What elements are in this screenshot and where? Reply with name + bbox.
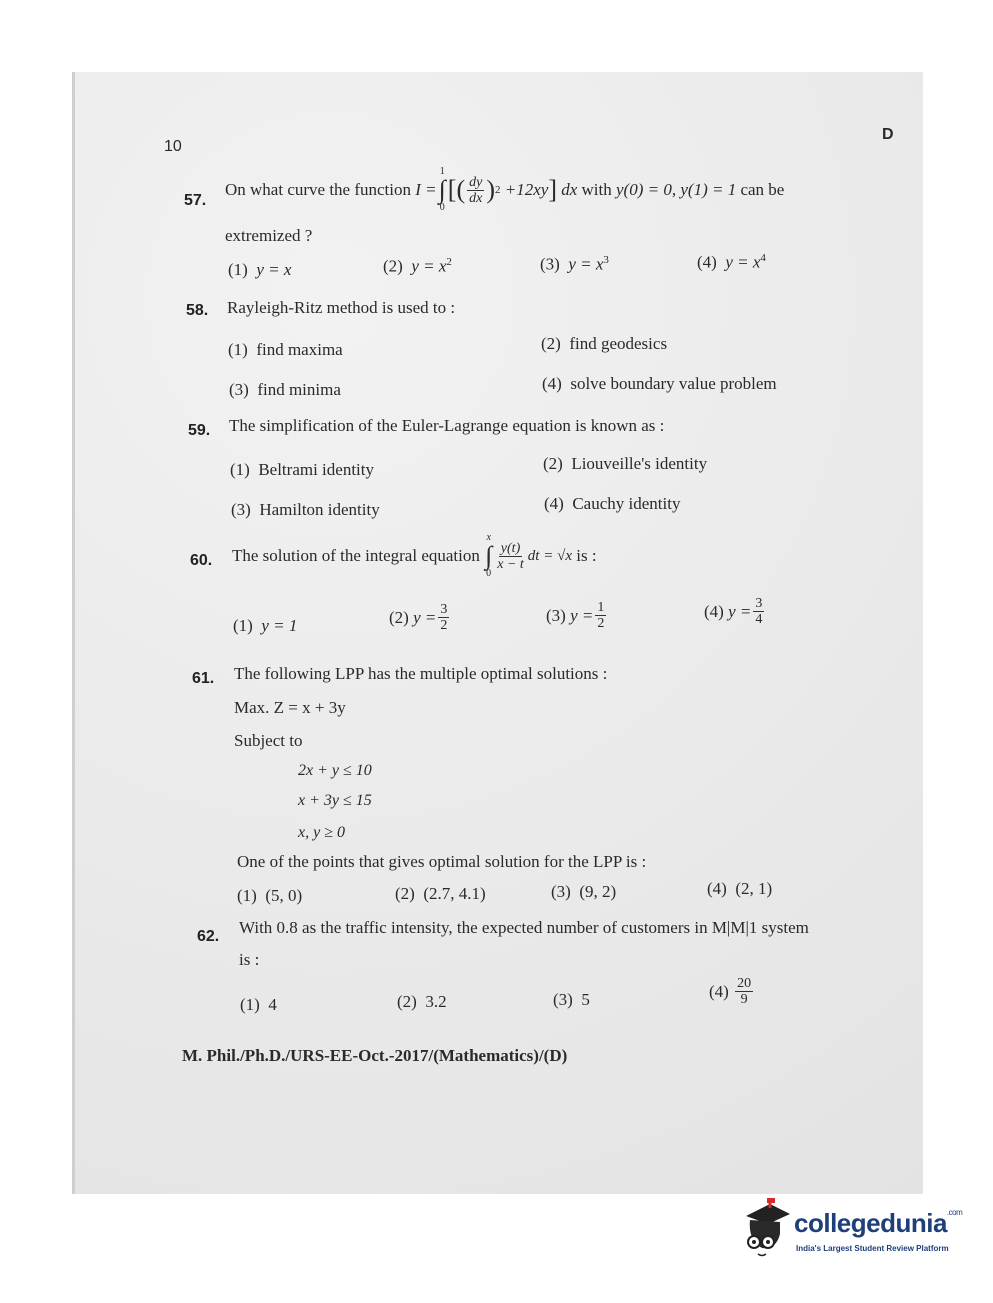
- q60-option-4: (4) y = $\frac{3}{4}$: [704, 596, 763, 627]
- q61-option-2: (2) (2.7, 4.1): [395, 884, 486, 903]
- question-number-61: 61.: [192, 670, 215, 687]
- q61-prompt: One of the points that gives optimal solution for the LPP is :: [237, 852, 647, 871]
- q60-option-1: (1) y = 1: [233, 616, 298, 635]
- q60-fraction: $\frac{y(t)}{x - t}$: [497, 540, 524, 572]
- q59-option-4: (4) Cauchy identity: [544, 494, 681, 513]
- q58-option-2: (2) find geodesics: [541, 334, 668, 353]
- q61-subject-to: Subject to: [234, 731, 303, 750]
- q61-option-3: (3) (9, 2): [551, 882, 617, 901]
- question-62-text: With 0.8 as the traffic intensity, the expected number of customers in M|M|1 system: [239, 918, 809, 937]
- q60-integral-sign: x ∫ 0: [485, 532, 493, 579]
- q61-constraint-1: 2x + y ≤ 10: [298, 762, 372, 779]
- q57-integrand-plus: +12xy: [504, 180, 549, 199]
- q57-derivative: $\frac{dy}{dx}$: [469, 174, 483, 206]
- exam-footer-code: M. Phil./Ph.D./URS-EE-Oct.-2017/(Mathematics)/(D): [182, 1046, 568, 1065]
- q57-bracket-close: ]: [548, 175, 557, 204]
- q57-text-a: On what curve the function: [225, 180, 411, 199]
- q62-option-3: (3) 5: [553, 990, 590, 1009]
- page-number: 10: [164, 138, 182, 155]
- set-code: D: [882, 126, 894, 143]
- question-57-text: [225, 160, 784, 220]
- logo-wordmark: collegedunia$^{.com}$: [794, 1208, 963, 1238]
- q62-option-4: (4) $\frac{20}{9}$: [709, 976, 752, 1007]
- q61-constraint-3: x, y ≥ 0: [298, 824, 345, 841]
- q57-option-2: (2) $y = x^2$: [383, 256, 452, 276]
- q60-option-2: (2) y = $\frac{3}{2}$: [389, 602, 448, 633]
- q57-option-4: (4) $y = x^4$: [697, 252, 766, 272]
- question-number-59: 59.: [188, 422, 211, 439]
- q57-integral-sign: 1 ∫ 0: [438, 166, 446, 213]
- mascot-icon: [740, 1198, 794, 1258]
- q60-rhs: dt = √x: [527, 547, 572, 564]
- q57-option-1: (1) y = x: [228, 260, 292, 279]
- q59-option-1: (1) Beltrami identity: [230, 460, 374, 479]
- q58-option-3: (3) find minima: [229, 380, 341, 399]
- q57-square: 2: [495, 184, 501, 196]
- q57-dx: dx: [561, 180, 578, 199]
- q57-text-b: with: [581, 180, 612, 199]
- collegedunia-logo[interactable]: [740, 1198, 970, 1262]
- question-62-text-line2: is :: [239, 950, 260, 969]
- q59-option-2: (2) Liouveille's identity: [543, 454, 708, 473]
- q57-bracket-open: [: [447, 175, 457, 204]
- q58-option-4: (4) solve boundary value problem: [542, 374, 777, 393]
- q60-text: The solution of the integral equation: [232, 546, 480, 565]
- exam-page: [72, 72, 923, 1194]
- question-59-text: The simplification of the Euler-Lagrange equation is known as :: [229, 416, 665, 435]
- q57-text-c: can be: [740, 180, 785, 199]
- q61-option-4: (4) (2, 1): [707, 879, 773, 898]
- q57-functional: I =: [415, 180, 437, 199]
- q62-option-1: (1) 4: [240, 995, 277, 1014]
- logo-suffix: .com: [946, 1208, 963, 1217]
- question-number-58: 58.: [186, 302, 209, 319]
- question-number-62: 62.: [197, 928, 220, 945]
- q57-cond2: y(1) = 1: [680, 180, 737, 199]
- question-number-57: 57.: [184, 192, 207, 209]
- q57-cond1: y(0) = 0,: [616, 180, 677, 199]
- question-58-text: Rayleigh-Ritz method is used to :: [227, 298, 456, 317]
- q60-option-3: (3) y = $\frac{1}{2}$: [546, 600, 605, 631]
- question-57-text-line2: extremized ?: [225, 226, 313, 245]
- q61-constraint-2: x + 3y ≤ 15: [298, 792, 372, 809]
- q57-option-3: (3) $y = x^3$: [540, 254, 609, 274]
- q57-paren-close: ): [486, 175, 495, 204]
- q61-objective: Max. Z = x + 3y: [234, 698, 346, 717]
- q59-option-3: (3) Hamilton identity: [231, 500, 380, 519]
- q58-option-1: (1) find maxima: [228, 340, 343, 359]
- logo-tagline: India's Largest Student Review Platform: [796, 1244, 949, 1253]
- question-number-60: 60.: [190, 552, 213, 569]
- question-61-text: The following LPP has the multiple optimal solutions :: [234, 664, 608, 683]
- question-60-text: [232, 530, 597, 582]
- q61-option-1: (1) (5, 0): [237, 886, 303, 905]
- q62-option-2: (2) 3.2: [397, 992, 447, 1011]
- q57-paren-open: (: [456, 175, 466, 204]
- q60-text-end: is :: [576, 546, 597, 565]
